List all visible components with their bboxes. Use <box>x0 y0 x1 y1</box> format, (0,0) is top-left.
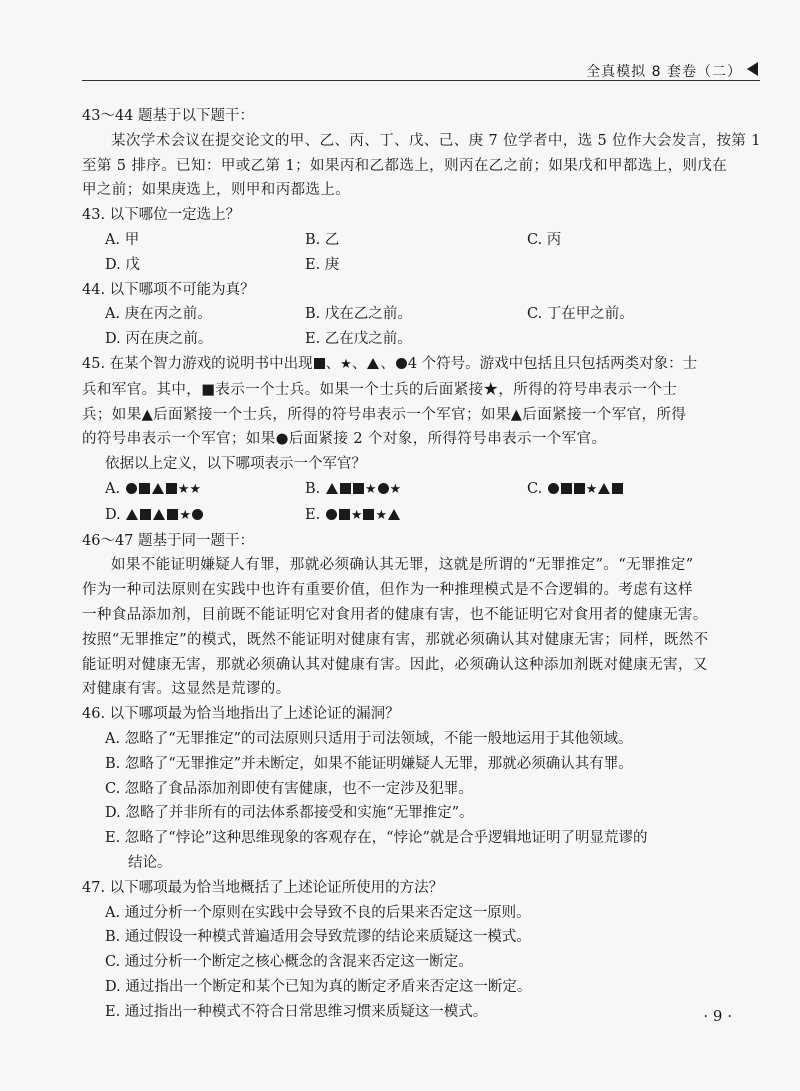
square-icon <box>561 483 572 494</box>
q45-option-e <box>305 503 527 529</box>
q44-options-row1 <box>82 302 762 327</box>
q46-option-d: D. 忽略了并非所有的司法体系都接受和实施“无罪推定”。 <box>105 805 474 822</box>
q44-stem: 44. 以下哪项不可能为真？ <box>82 281 255 298</box>
passage-line: 对健康有害。这显然是荒谬的。 <box>82 681 291 698</box>
q43-stem: 43. 以下哪位一定选上？ <box>82 207 241 224</box>
q45-line: 兵和军官。其中，■表示一个士兵。如果一个士兵的后面紧接★，所得的符号串表示一个士 <box>82 381 678 398</box>
q46-option-b: B. 忽略了“无罪推定”并未断定，如果不能证明嫌疑人无罪，那就必须确认其有罪。 <box>105 755 633 772</box>
q44-options-row2 <box>82 327 762 352</box>
q45-option-b <box>305 477 527 503</box>
passage-line: 如果不能证明嫌疑人有罪，那就必须确认其无罪，这就是所谓的“无罪推定”。“无罪推定” <box>111 557 694 574</box>
triangle-icon <box>367 358 379 369</box>
star-icon: ★ <box>179 507 191 523</box>
q47-option-e: E. 通过指出一种模式不符合日常思维习惯来质疑这一模式。 <box>105 1003 488 1020</box>
square-icon <box>166 483 177 494</box>
circle-icon <box>396 358 407 369</box>
q47-option-b: B. 通过假设一种模式普遍适用会导致荒谬的结论来质疑这一模式。 <box>105 929 531 946</box>
circle-icon <box>326 509 337 520</box>
q43-options-row1 <box>82 228 762 253</box>
q47-option-d: D. 通过指出一个断定和某个已知为真的断定矛盾来否定这一断定。 <box>105 978 532 995</box>
option-label: E. <box>305 506 321 523</box>
header-rule <box>82 80 760 81</box>
q47-option-c: C. 通过分析一个断定之核心概念的含混来否定这一断定。 <box>105 954 473 971</box>
page-content <box>82 104 762 1024</box>
q44-option-b: B. 戊在乙之前。 <box>305 306 412 323</box>
square-icon <box>139 483 150 494</box>
q44-option-d: D. 丙在庚之前。 <box>105 331 213 348</box>
option-label: C. <box>527 480 543 497</box>
header-title: 全真模拟 8 套卷（二） <box>586 64 742 80</box>
square-icon <box>612 483 623 494</box>
square-icon <box>363 509 374 520</box>
circle-icon <box>548 483 559 494</box>
q43-option-e: E. 庚 <box>305 256 340 273</box>
q45-stem: 45. 在某个智力游戏的说明书中出现 、★、 、 4 个符号。游戏中包括且只包括两类对象：士 <box>82 355 698 372</box>
passage-line: 作为一种司法原则在实践中也许有重要价值，但作为一种推理模式是不合逻辑的。考虑有这样 <box>82 582 693 599</box>
square-icon <box>339 509 350 520</box>
header-arrow-icon <box>747 62 758 76</box>
triangle-icon <box>326 483 338 494</box>
star-icon: ★ <box>585 481 598 497</box>
circle-icon <box>378 483 389 494</box>
q45-stem-pre: 45. 在某个智力游戏的说明书中出现 <box>82 355 313 372</box>
symbol-sequence <box>125 481 201 497</box>
q46-option-e: E. 忽略了“悖论”这种思维现象的客观存在，“悖论”就是合乎逻辑地证明了明显荒谬的 <box>105 830 648 847</box>
star-icon: ★ <box>177 481 190 497</box>
q46-option-a: A. 忽略了“无罪推定”的司法原则只适用于司法领域，不能一般地运用于其他领域。 <box>105 730 633 747</box>
square-icon <box>340 483 351 494</box>
square-icon <box>140 509 151 520</box>
passage-line: 甲之前；如果庚选上，则甲和丙都选上。 <box>82 182 351 199</box>
passage-line: 一种食品添加剂，目前既不能证明它对食用者的健康有害，也不能证明它对食用者的健康无害。 <box>82 606 708 623</box>
q47-stem: 47. 以下哪项最为恰当地概括了上述论证所使用的方法？ <box>82 879 444 896</box>
q45-option-d <box>105 503 305 529</box>
q46-47-intro: 46～47 题基于同一题干： <box>82 532 255 549</box>
triangle-icon <box>598 483 610 494</box>
q47-option-a: A. 通过分析一个原则在实践中会导致不良的后果来否定这一原则。 <box>105 904 531 921</box>
symbol-sequence <box>125 507 204 523</box>
q45-options-row2 <box>82 503 762 529</box>
q43-options-row2 <box>82 253 762 278</box>
triangle-icon <box>388 509 400 520</box>
triangle-icon <box>126 509 138 520</box>
passage-line: 能证明对健康无害，那就必须确认其对健康有害。因此，必须确认这种添加剂既对健康无害，又 <box>82 656 708 673</box>
square-icon <box>353 483 364 494</box>
square-icon <box>314 358 325 369</box>
option-label: D. <box>105 506 121 523</box>
q45-line: 兵；如果▲后面紧接一个士兵，所得的符号串表示一个军官；如果▲后面紧接一个军官，所得 <box>82 406 687 423</box>
q43-option-d: D. 戊 <box>105 256 140 273</box>
star-icon: ★ <box>189 481 202 497</box>
q45-line: 的符号串表示一个军官；如果●后面紧接 2 个对象，所得符号串表示一个军官。 <box>82 431 607 448</box>
q43-option-b: B. 乙 <box>305 231 340 248</box>
q45-options-row1 <box>82 477 762 503</box>
circle-icon <box>126 483 137 494</box>
passage-line: 按照“无罪推定”的模式，既然不能证明对健康有害，那就必须确认其对健康无害；同样，既然不 <box>82 631 709 648</box>
star-icon: ★ <box>375 507 388 523</box>
q43-option-c: C. 丙 <box>527 231 562 248</box>
q45-question: 依据以上定义，以下哪项表示一个军官？ <box>105 456 366 473</box>
symbol-sequence <box>547 481 625 497</box>
page-header <box>0 0 800 86</box>
passage-line: 某次学术会议在提交论文的甲、乙、丙、丁、戊、己、庚 7 位学者中，选 5 位作大会发言，按第 1 <box>111 132 761 149</box>
q46-options <box>82 727 762 876</box>
page-number: · 9 · <box>703 1007 732 1025</box>
option-label: A. <box>105 480 121 497</box>
q45-option-a <box>105 477 305 503</box>
q45-option-c <box>527 477 727 503</box>
square-icon <box>167 509 178 520</box>
symbol-sequence <box>325 507 401 523</box>
q46-option-e-cont: 结论。 <box>128 854 172 871</box>
q44-option-e: E. 乙在戊之前。 <box>305 331 412 348</box>
circle-icon <box>192 509 203 520</box>
option-label: B. <box>305 480 321 497</box>
q43-44-intro: 43～44 题基于以下题干： <box>82 108 255 124</box>
q44-option-c: C. 丁在甲之前。 <box>527 306 634 323</box>
q44-option-a: A. 庚在丙之前。 <box>105 306 212 323</box>
star-icon: ★ <box>350 507 363 523</box>
square-icon <box>574 483 585 494</box>
symbol-sequence <box>325 481 401 497</box>
q47-options <box>82 901 762 1025</box>
star-icon: ★ <box>364 481 377 497</box>
star-icon: ★ <box>340 356 352 372</box>
triangle-icon <box>153 509 165 520</box>
q46-stem: 46. 以下哪项最为恰当地指出了上述论证的漏洞？ <box>82 706 400 723</box>
star-icon: ★ <box>389 481 402 497</box>
q46-option-c: C. 忽略了食品添加剂即使有害健康，也不一定涉及犯罪。 <box>105 780 473 797</box>
q45-stem-post: 4 个符号。游戏中包括且只包括两类对象：士 <box>407 355 698 372</box>
q43-option-a: A. 甲 <box>105 231 140 248</box>
passage-line: 至第 5 排序。已知：甲或乙第 1；如果丙和乙都选上，则丙在乙之前；如果戊和甲都选上，则戊在 <box>82 157 728 174</box>
triangle-icon <box>152 483 164 494</box>
